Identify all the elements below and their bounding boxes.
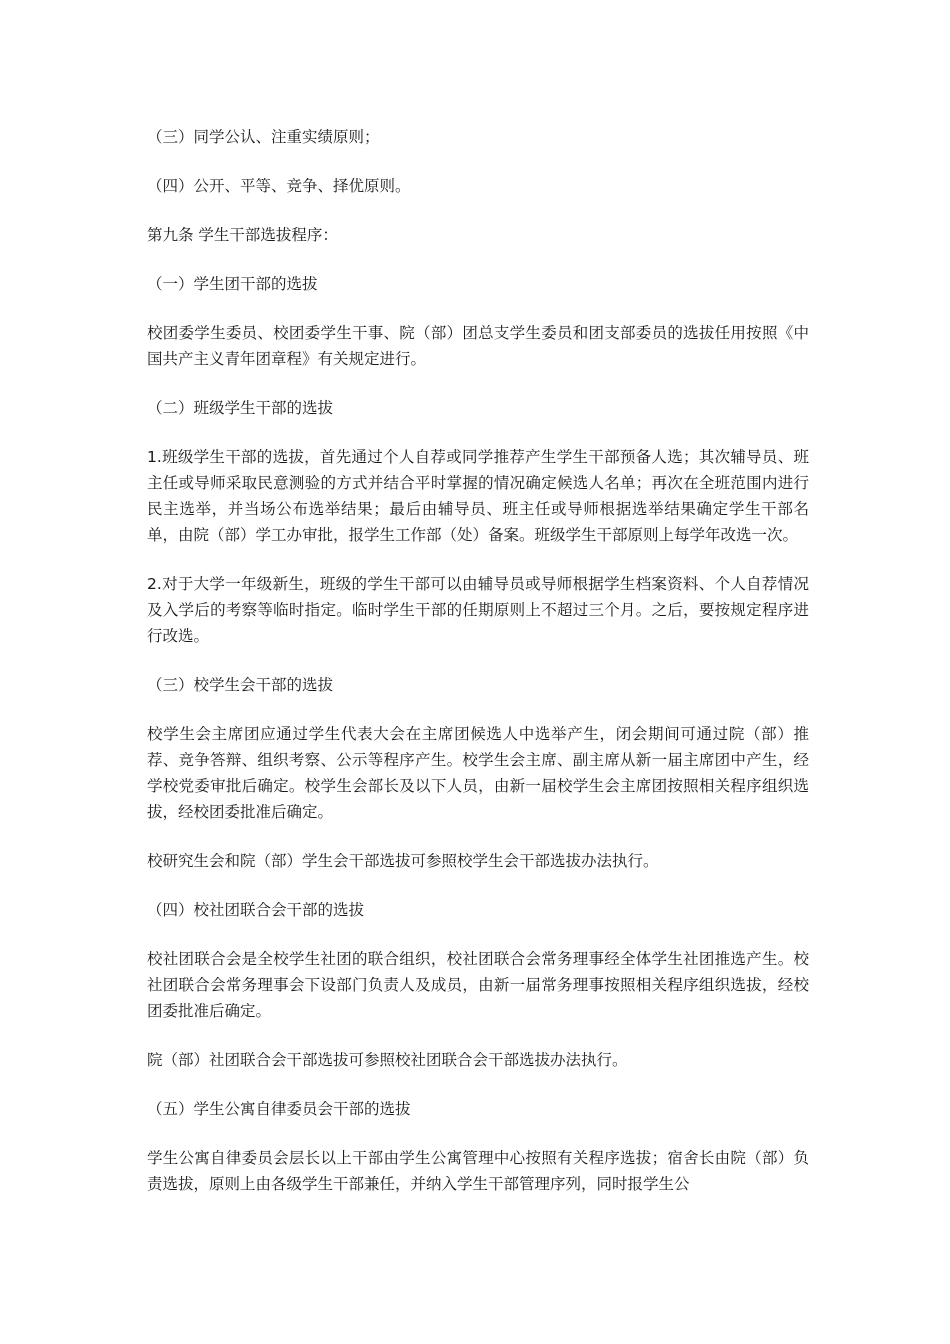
paragraph-principle-4: （四）公开、平等、竞争、择优原则。 (147, 177, 411, 195)
section-3-body: 校学生会主席团应通过学生代表大会在主席团候选人中选举产生，闭会期间可通过院（部）推荐、竞争答辩、组织考察、公示等程序产生。校学生会主席、副主席从新一届主席团中产生，经学校党委审批后确定。校学生会部长及以下人员，由新一届校学生会主席团按照相关程序组织选拔，经校团委批准后确定。 (147, 725, 809, 821)
article-9-heading: 第九条 学生干部选拔程序： (147, 226, 338, 244)
section-4-note: 院（部）社团联合会干部选拔可参照校社团联合会干部选拔办法执行。 (147, 1051, 628, 1069)
section-3-heading: （三）校学生会干部的选拔 (147, 676, 334, 694)
document-body (147, 124, 809, 1220)
section-2-item-2: 2.对于大学一年级新生，班级的学生干部可以由辅导员或导师根据学生档案资料、个人自荐情况及入学后的考察等临时指定。临时学生干部的任期原则上不超过三个月。之后，要按规定程序进行改选。 (147, 575, 809, 645)
section-1-body: 校团委学生委员、校团委学生干事、院（部）团总支学生委员和团支部委员的选拔任用按照《中国共产主义青年团章程》有关规定进行。 (147, 324, 809, 368)
section-2-heading: （二）班级学生干部的选拔 (147, 399, 334, 417)
section-4-heading: （四）校社团联合会干部的选拔 (147, 901, 365, 919)
paragraph-principle-3: （三）同学公认、注重实绩原则； (147, 128, 380, 146)
section-5-heading: （五）学生公寓自律委员会干部的选拔 (147, 1100, 411, 1118)
section-1-heading: （一）学生团干部的选拔 (147, 275, 318, 293)
section-3-note: 校研究生会和院（部）学生会干部选拔可参照校学生会干部选拔办法执行。 (147, 852, 659, 870)
section-2-item-1: 1.班级学生干部的选拔，首先通过个人自荐或同学推荐产生学生干部预备人选；其次辅导员、班主任或导师采取民意测验的方式并结合平时掌握的情况确定候选人名单；再次在全班范围内进行民主选举，并当场公布选举结果；最后由辅导员、班主任或导师根据选举结果确定学生干部名单，由院（部）学工办审批，报学生工作部（处）备案。班级学生干部原则上每学年改选一次。 (147, 448, 809, 544)
section-5-body: 学生公寓自律委员会层长以上干部由学生公寓管理中心按照有关程序选拔；宿舍长由院（部）负责选拔，原则上由各级学生干部兼任，并纳入学生干部管理序列，同时报学生公 (147, 1149, 809, 1193)
section-4-body: 校社团联合会是全校学生社团的联合组织，校社团联合会常务理事经全体学生社团推选产生。校社团联合会常务理事会下设部门负责人及成员，由新一届常务理事按照相关程序组织选拔，经校团委批准后确定。 (147, 950, 809, 1020)
